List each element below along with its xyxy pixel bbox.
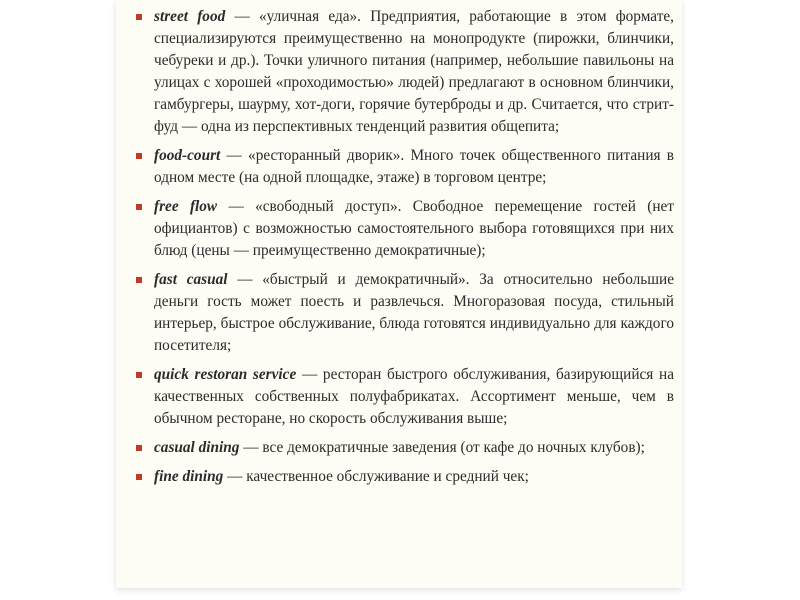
- list-item: [136, 269, 674, 357]
- square-bullet-icon: [136, 372, 142, 378]
- square-bullet-icon: [136, 445, 142, 451]
- square-bullet-icon: [136, 474, 142, 480]
- document-page: [116, 0, 682, 588]
- term: fine dining: [154, 468, 224, 485]
- list-item: [136, 437, 674, 459]
- definition: — все демократичные заведения (от кафе до ночных клубов);: [239, 439, 645, 456]
- term: free flow: [154, 198, 218, 215]
- list-item: [136, 466, 674, 488]
- list-item: [136, 6, 674, 138]
- term: quick restoran service: [154, 366, 297, 383]
- list-item: [136, 364, 674, 430]
- term: food-court: [154, 147, 221, 164]
- definition: — «свободный доступ». Свободное перемещение гостей (нет официантов) с возможностью самостоятельного выбора готовящихся при них блюд (цены — преимущественно демократичные);: [154, 198, 674, 259]
- term: fast casual: [154, 271, 228, 288]
- definition: — качественное обслуживание и средний чек;: [223, 468, 529, 485]
- definition: — ресторан быстрого обслуживания, базирующийся на качественных собственных полуфабрикатах. Ассортимент меньше, чем в обычном ресторане, но скорость обслуживания выше;: [154, 366, 674, 427]
- square-bullet-icon: [136, 14, 142, 20]
- definition-list: [136, 6, 674, 495]
- list-item: [136, 196, 674, 262]
- definition: — «быстрый и демократичный». За относительно небольшие деньги гость может поесть и развлечься. Многоразовая посуда, стильный интерьер, быстрое обслуживание, блюда готовятся индивидуально для каждого посетителя;: [154, 271, 675, 354]
- square-bullet-icon: [136, 204, 142, 210]
- term: street food: [154, 8, 226, 25]
- definition: — «уличная еда». Предприятия, работающие в этом формате, специализируются преимущественно на монопродукте (пирожки, блинчики, чебуреки и др.). Точки уличного питания (например, небольшие павильоны на улицах с хорошей «проходимостью» людей) предлагают в основном блинчики, гамбургеры, шаурму, хот-доги, горячие бутерброды и др. Считается, что стрит-фуд — одна из перспективных тенденций развития общепита;: [154, 8, 674, 135]
- square-bullet-icon: [136, 277, 142, 283]
- term: casual dining: [154, 439, 240, 456]
- square-bullet-icon: [136, 153, 142, 159]
- list-item: [136, 145, 674, 189]
- definition: — «ресторанный дворик». Много точек общественного питания в одном месте (на одной площадке, этаже) в торговом центре;: [154, 147, 674, 186]
